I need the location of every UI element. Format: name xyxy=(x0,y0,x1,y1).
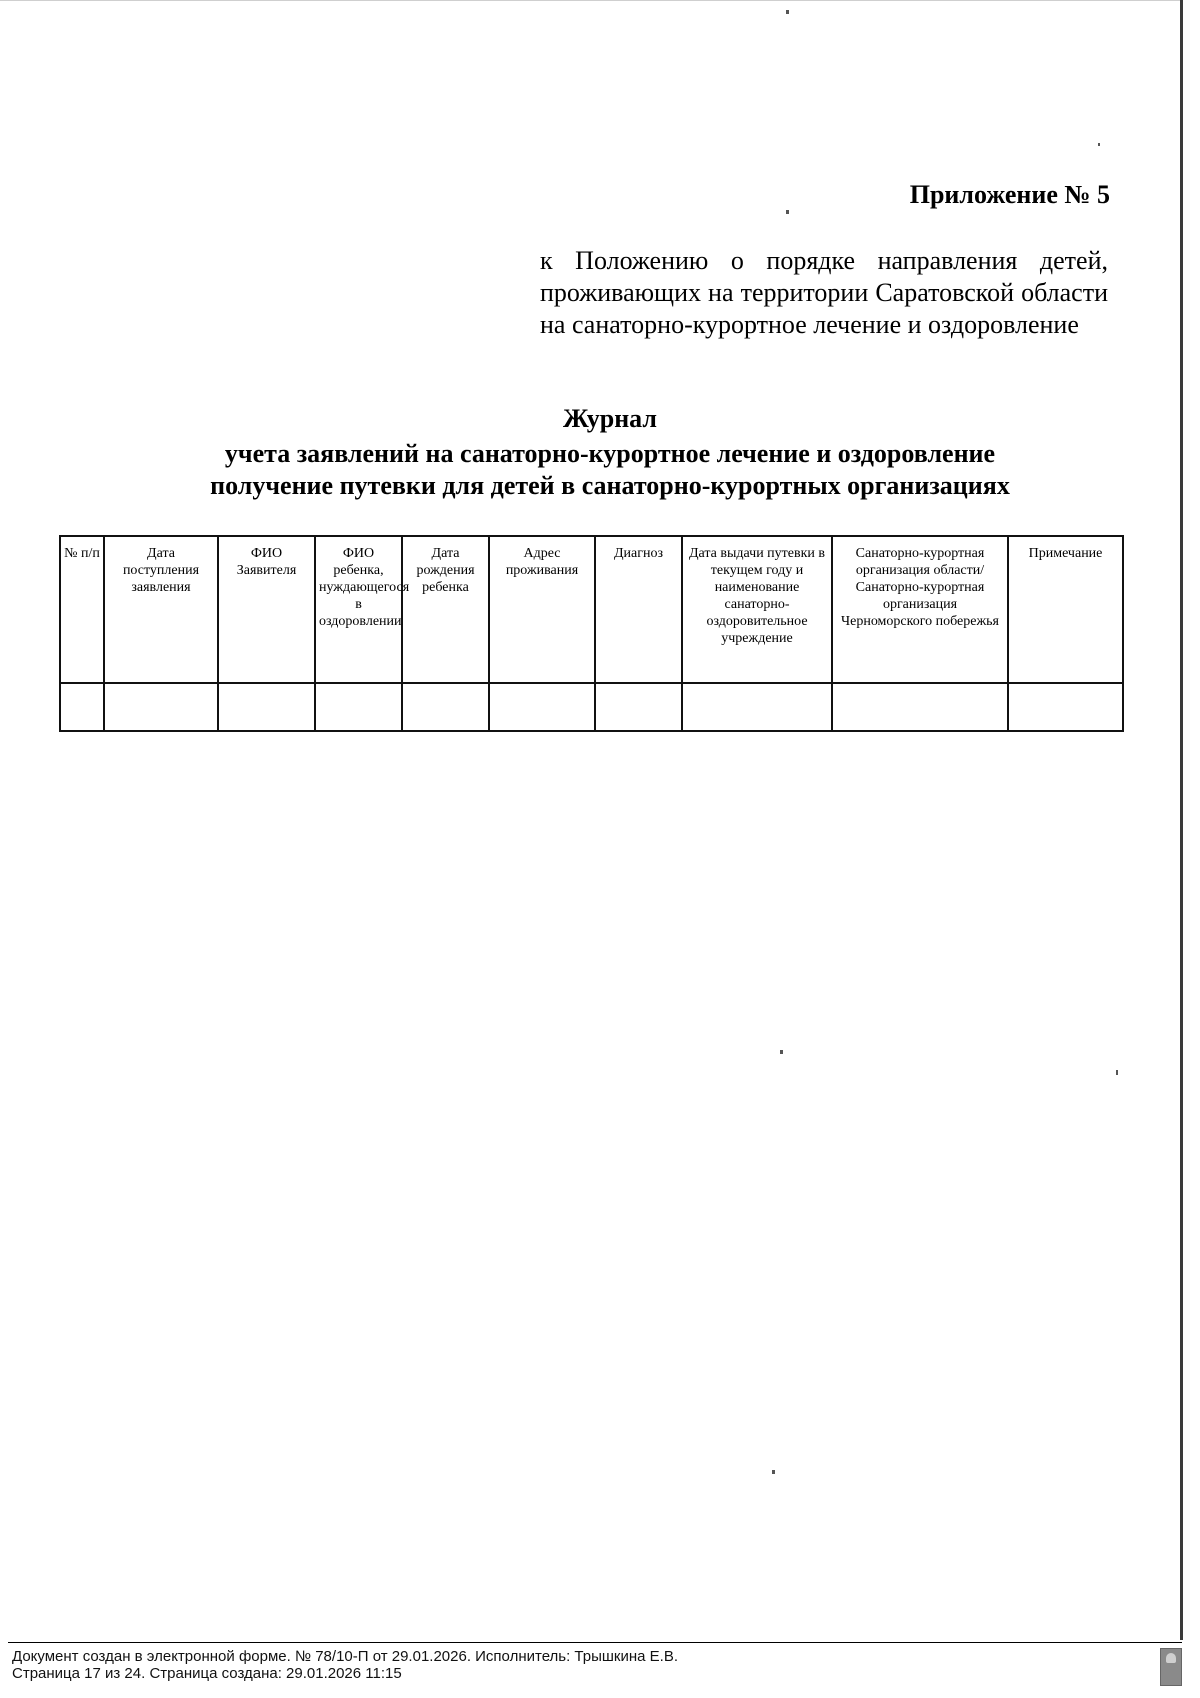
journal-subtitle-line-1: учета заявлений на санаторно-курортное лечение и оздоровление xyxy=(224,439,996,468)
scan-edge-right xyxy=(1180,0,1183,1640)
footer-document-info: Документ создан в электронной форме. № 78/10-П от 29.01.2026. Исполнитель: Трышкина Е.В. xyxy=(12,1648,678,1665)
table-cell xyxy=(682,683,832,731)
col-number: № п/п xyxy=(60,536,104,683)
table-cell xyxy=(402,683,489,731)
table-cell xyxy=(218,683,315,731)
scan-edge-top xyxy=(0,0,1182,1)
table-cell xyxy=(315,683,402,731)
table-cell xyxy=(489,683,595,731)
col-application-date: Дата поступления заявления xyxy=(104,536,218,683)
appendix-title: Приложение № 5 xyxy=(909,180,1110,209)
col-applicant-name: ФИО Заявителя xyxy=(218,536,315,683)
register-table xyxy=(59,535,1124,732)
table-cell xyxy=(60,683,104,731)
scan-speck xyxy=(1116,1070,1118,1075)
scan-speck xyxy=(1098,143,1100,146)
appendix-reference: к Положению о порядке направления детей, проживающих на территории Саратовской области на санаторно-курортное лечение и оздоровление xyxy=(540,246,1108,339)
col-child-birthdate: Дата рождения ребенка xyxy=(402,536,489,683)
footer-page-info: Страница 17 из 24. Страница создана: 29.01.2026 11:15 xyxy=(12,1665,402,1682)
coat-of-arms-icon xyxy=(1160,1648,1182,1686)
col-diagnosis: Диагноз xyxy=(595,536,682,683)
scan-speck xyxy=(786,210,789,214)
table-cell xyxy=(832,683,1008,731)
journal-subtitle-line-2: получение путевки для детей в санаторно-курортных организациях xyxy=(210,471,1010,500)
table-cell xyxy=(104,683,218,731)
journal-title: Журнал xyxy=(563,404,657,433)
table-cell xyxy=(1008,683,1123,731)
table-header-row xyxy=(60,536,1123,683)
journal-subtitle xyxy=(60,438,1160,502)
col-address: Адрес проживания xyxy=(489,536,595,683)
col-note: Примечание xyxy=(1008,536,1123,683)
col-voucher-issue: Дата выдачи путевки в текущем году и наименование санаторно-оздоровительное учреждение xyxy=(682,536,832,683)
table-cell xyxy=(595,683,682,731)
table-row xyxy=(60,683,1123,731)
footer-divider xyxy=(8,1642,1182,1643)
col-child-name: ФИО ребенка, нуждающегося в оздоровлении xyxy=(315,536,402,683)
footer xyxy=(12,1648,678,1682)
scan-speck xyxy=(786,10,789,14)
scan-speck xyxy=(780,1050,783,1054)
col-sanatorium-org: Санаторно-курортная организация области/ Санаторно-курортная организация Черноморского побережья xyxy=(832,536,1008,683)
scan-speck xyxy=(772,1470,775,1474)
